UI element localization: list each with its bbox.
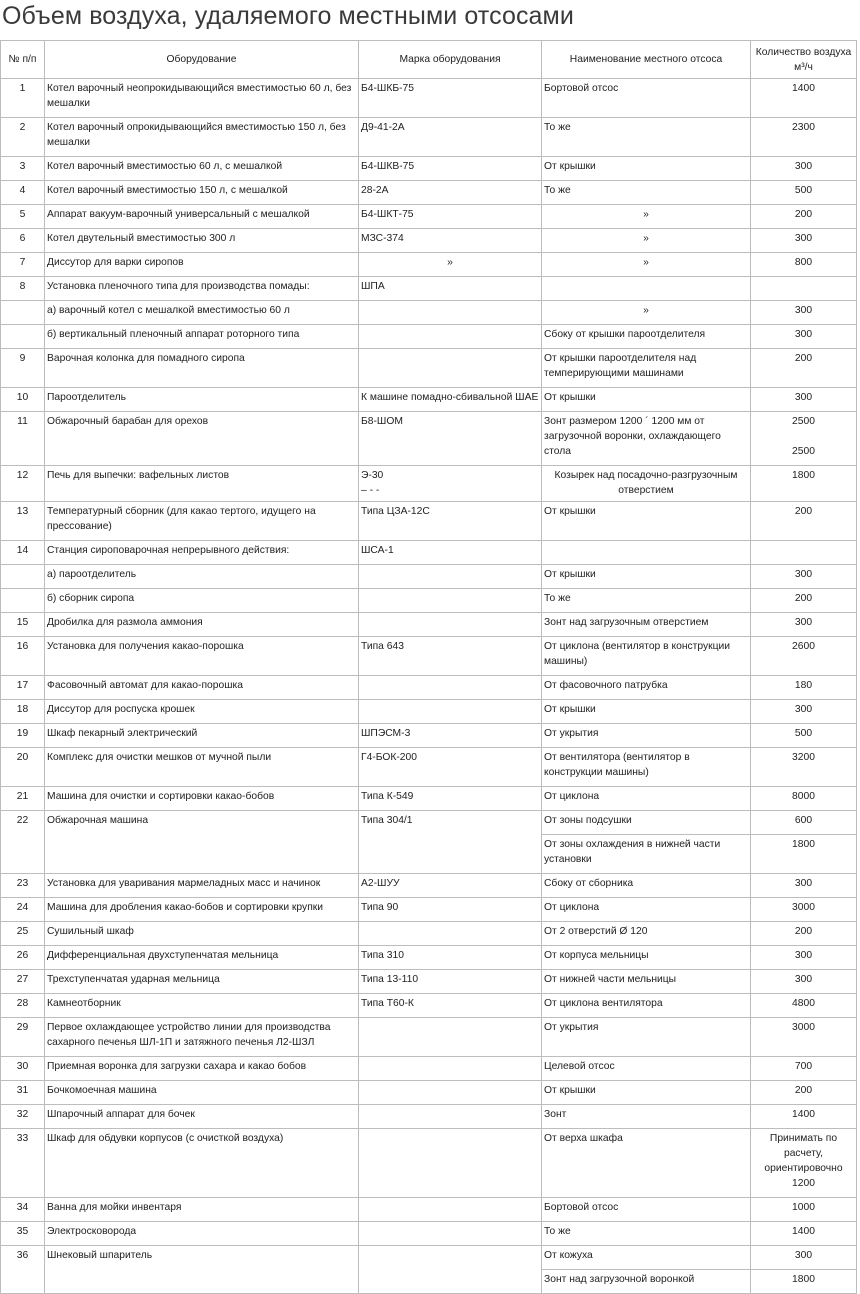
cell-exhaust: От корпуса мельницы — [542, 946, 751, 970]
cell-exhaust: Сбоку от крышки пароотделителя — [542, 325, 751, 349]
cell-exhaust — [542, 541, 751, 565]
cell-equipment: Установка пленочного типа для производства помады: — [45, 277, 359, 301]
cell-number: 1 — [1, 79, 45, 118]
cell-number: 14 — [1, 541, 45, 565]
header-equipment: Оборудование — [45, 41, 359, 79]
cell-mark — [359, 325, 542, 349]
table-row — [1, 277, 857, 301]
cell-number: 29 — [1, 1018, 45, 1057]
cell-air-quantity: 200 — [751, 589, 857, 613]
cell-number: 19 — [1, 724, 45, 748]
cell-equipment: Котел двутельный вместимостью 300 л — [45, 229, 359, 253]
table-row — [1, 970, 857, 994]
table-row — [1, 541, 857, 565]
cell-equipment: Шнековый шпаритель — [45, 1246, 359, 1294]
cell-air-quantity: 200 — [751, 502, 857, 541]
cell-air-quantity: 1400 — [751, 1105, 857, 1129]
cell-mark: 28-2А — [359, 181, 542, 205]
header-exhaust-name: Наименование местного отсоса — [542, 41, 751, 79]
cell-exhaust: От зоны подсушки — [542, 811, 751, 835]
table-row — [1, 1222, 857, 1246]
table-row — [1, 301, 857, 325]
cell-equipment: Диссутор для варки сиропов — [45, 253, 359, 277]
cell-equipment: Трехступенчатая ударная мельница — [45, 970, 359, 994]
cell-number: 17 — [1, 676, 45, 700]
cell-exhaust: От крышки пароотделителя над темперирующими машинами — [542, 349, 751, 388]
table-row — [1, 157, 857, 181]
cell-equipment: Установка для уваривания мармеладных масс и начинок — [45, 874, 359, 898]
cell-equipment: Электросковорода — [45, 1222, 359, 1246]
cell-air-quantity: 4800 — [751, 994, 857, 1018]
table-row — [1, 1129, 857, 1198]
cell-number: 25 — [1, 922, 45, 946]
table-row — [1, 205, 857, 229]
cell-number — [1, 565, 45, 589]
cell-equipment: Диссутор для роспуска крошек — [45, 700, 359, 724]
cell-air-quantity: 300 — [751, 970, 857, 994]
cell-number: 16 — [1, 637, 45, 676]
cell-mark: » — [359, 253, 542, 277]
cell-number: 22 — [1, 811, 45, 874]
cell-number: 26 — [1, 946, 45, 970]
cell-air-quantity: 2300 — [751, 118, 857, 157]
cell-number: 27 — [1, 970, 45, 994]
cell-equipment: Температурный сборник (для какао тертого, идущего на прессование) — [45, 502, 359, 541]
table-row — [1, 898, 857, 922]
table-row — [1, 502, 857, 541]
cell-number: 6 — [1, 229, 45, 253]
cell-exhaust: То же — [542, 1222, 751, 1246]
cell-number — [1, 325, 45, 349]
cell-air-quantity: 600 — [751, 811, 857, 835]
cell-equipment: а) пароотделитель — [45, 565, 359, 589]
cell-number: 35 — [1, 1222, 45, 1246]
cell-air-quantity: 2500 2500 — [751, 412, 857, 466]
table-row — [1, 874, 857, 898]
header-air-quantity: Количество воздуха м³/ч — [751, 41, 857, 79]
cell-mark — [359, 676, 542, 700]
cell-mark: ШПА — [359, 277, 542, 301]
cell-exhaust: От крышки — [542, 157, 751, 181]
cell-number: 33 — [1, 1129, 45, 1198]
cell-exhaust: От циклона — [542, 787, 751, 811]
cell-equipment: Дифференциальная двухступенчатая мельница — [45, 946, 359, 970]
cell-exhaust: » — [542, 253, 751, 277]
table-row — [1, 1018, 857, 1057]
table-row — [1, 811, 857, 835]
cell-number: 36 — [1, 1246, 45, 1294]
cell-mark: Б4-ШКВ-75 — [359, 157, 542, 181]
cell-exhaust: От укрытия — [542, 724, 751, 748]
cell-mark: ШСА-1 — [359, 541, 542, 565]
cell-exhaust: От циклона (вентилятор в конструкции машины) — [542, 637, 751, 676]
page-title: Объем воздуха, удаляемого местными отсосами — [2, 2, 574, 30]
cell-exhaust: От зоны охлаждения в нижней части установки — [542, 835, 751, 874]
cell-exhaust: Зонт над загрузочной воронкой — [542, 1270, 751, 1294]
cell-equipment: Шкаф для обдувки корпусов (с очисткой воздуха) — [45, 1129, 359, 1198]
cell-equipment: Станция сироповарочная непрерывного действия: — [45, 541, 359, 565]
cell-number: 15 — [1, 613, 45, 637]
cell-equipment: Камнеотборник — [45, 994, 359, 1018]
table-row — [1, 118, 857, 157]
cell-air-quantity: 1000 — [751, 1198, 857, 1222]
cell-air-quantity: 200 — [751, 205, 857, 229]
cell-equipment: Печь для выпечки: вафельных листов — [45, 466, 359, 502]
cell-air-quantity: 2600 — [751, 637, 857, 676]
cell-equipment: Котел варочный опрокидывающийся вместимостью 150 л, без мешалки — [45, 118, 359, 157]
table-row — [1, 787, 857, 811]
table-row — [1, 1198, 857, 1222]
table-row — [1, 994, 857, 1018]
table-row — [1, 565, 857, 589]
cell-air-quantity: 300 — [751, 874, 857, 898]
cell-number — [1, 301, 45, 325]
cell-exhaust: От 2 отверстий Ø 120 — [542, 922, 751, 946]
cell-exhaust: От укрытия — [542, 1018, 751, 1057]
cell-number: 20 — [1, 748, 45, 787]
cell-air-quantity: Принимать по расчету, ориентировочно 1200 — [751, 1129, 857, 1198]
cell-air-quantity: 3000 — [751, 898, 857, 922]
cell-exhaust: От кожуха — [542, 1246, 751, 1270]
cell-mark — [359, 1129, 542, 1198]
cell-mark — [359, 1222, 542, 1246]
cell-exhaust: » — [542, 229, 751, 253]
cell-number: 23 — [1, 874, 45, 898]
cell-number: 30 — [1, 1057, 45, 1081]
header-number: № п/п — [1, 41, 45, 79]
cell-mark — [359, 613, 542, 637]
cell-number: 21 — [1, 787, 45, 811]
cell-equipment: Обжарочная машина — [45, 811, 359, 874]
cell-equipment: Варочная колонка для помадного сиропа — [45, 349, 359, 388]
cell-number: 3 — [1, 157, 45, 181]
table-row — [1, 349, 857, 388]
cell-equipment: Дробилка для размола аммония — [45, 613, 359, 637]
cell-equipment: б) сборник сиропа — [45, 589, 359, 613]
cell-mark — [359, 700, 542, 724]
cell-air-quantity: 3200 — [751, 748, 857, 787]
table-row — [1, 946, 857, 970]
cell-equipment: Обжарочный барабан для орехов — [45, 412, 359, 466]
cell-air-quantity: 300 — [751, 157, 857, 181]
cell-air-quantity: 300 — [751, 946, 857, 970]
table-header-row — [1, 41, 857, 79]
cell-exhaust: От крышки — [542, 1081, 751, 1105]
cell-mark: А2-ШУУ — [359, 874, 542, 898]
cell-mark: Б4-ШКТ-75 — [359, 205, 542, 229]
table-row — [1, 79, 857, 118]
cell-equipment: Сушильный шкаф — [45, 922, 359, 946]
cell-number: 24 — [1, 898, 45, 922]
cell-exhaust: » — [542, 205, 751, 229]
table-row — [1, 1105, 857, 1129]
cell-equipment: Первое охлаждающее устройство линии для производства сахарного печенья ШЛ-1П и затяжного печенья Л2-ШЗЛ — [45, 1018, 359, 1057]
cell-air-quantity: 1800 — [751, 466, 857, 502]
table-row — [1, 748, 857, 787]
cell-exhaust: От верха шкафа — [542, 1129, 751, 1198]
cell-mark — [359, 301, 542, 325]
cell-number: 5 — [1, 205, 45, 229]
cell-air-quantity: 300 — [751, 325, 857, 349]
cell-mark — [359, 1018, 542, 1057]
cell-equipment: Шпарочный аппарат для бочек — [45, 1105, 359, 1129]
cell-number: 11 — [1, 412, 45, 466]
cell-mark: ШПЭСМ-3 — [359, 724, 542, 748]
table-row — [1, 922, 857, 946]
cell-equipment: Машина для очистки и сортировки какао-бобов — [45, 787, 359, 811]
cell-exhaust: Зонт размером 1200 ´ 1200 мм от загрузочной воронки, охлаждающего стола — [542, 412, 751, 466]
cell-number: 32 — [1, 1105, 45, 1129]
cell-mark: Г4-БОК-200 — [359, 748, 542, 787]
cell-air-quantity: 300 — [751, 301, 857, 325]
table-row — [1, 466, 857, 502]
cell-equipment: б) вертикальный пленочный аппарат роторного типа — [45, 325, 359, 349]
cell-mark — [359, 589, 542, 613]
cell-mark: Типа К-549 — [359, 787, 542, 811]
table-row — [1, 637, 857, 676]
cell-air-quantity: 1400 — [751, 1222, 857, 1246]
cell-equipment: Котел варочный вместимостью 60 л, с мешалкой — [45, 157, 359, 181]
cell-air-quantity: 300 — [751, 613, 857, 637]
cell-number: 31 — [1, 1081, 45, 1105]
cell-mark: Типа ЦЗА-12С — [359, 502, 542, 541]
cell-air-quantity: 300 — [751, 1246, 857, 1270]
cell-equipment: Шкаф пекарный электрический — [45, 724, 359, 748]
cell-mark: Типа 310 — [359, 946, 542, 970]
cell-exhaust: От нижней части мельницы — [542, 970, 751, 994]
cell-exhaust: Сбоку от сборника — [542, 874, 751, 898]
cell-exhaust: » — [542, 301, 751, 325]
cell-mark: Б8-ШОМ — [359, 412, 542, 466]
table-row — [1, 589, 857, 613]
table-row — [1, 700, 857, 724]
cell-mark: Э-30 – - - — [359, 466, 542, 502]
header-mark: Марка оборудования — [359, 41, 542, 79]
cell-number: 8 — [1, 277, 45, 301]
cell-air-quantity: 180 — [751, 676, 857, 700]
cell-equipment: Комплекс для очистки мешков от мучной пыли — [45, 748, 359, 787]
cell-number: 4 — [1, 181, 45, 205]
cell-exhaust: От циклона — [542, 898, 751, 922]
cell-air-quantity: 300 — [751, 229, 857, 253]
cell-air-quantity: 300 — [751, 700, 857, 724]
table-row — [1, 613, 857, 637]
cell-equipment: Котел варочный неопрокидывающийся вместимостью 60 л, без мешалки — [45, 79, 359, 118]
cell-number — [1, 589, 45, 613]
cell-mark: Типа 643 — [359, 637, 542, 676]
cell-air-quantity: 500 — [751, 724, 857, 748]
cell-air-quantity: 3000 — [751, 1018, 857, 1057]
cell-exhaust: От вентилятора (вентилятор в конструкции машины) — [542, 748, 751, 787]
air-volume-table — [0, 40, 857, 1294]
cell-equipment: Установка для получения какао-порошка — [45, 637, 359, 676]
cell-number: 28 — [1, 994, 45, 1018]
cell-air-quantity — [751, 277, 857, 301]
cell-mark — [359, 1081, 542, 1105]
cell-mark — [359, 1246, 542, 1294]
cell-exhaust: То же — [542, 118, 751, 157]
cell-exhaust: От фасовочного патрубка — [542, 676, 751, 700]
cell-air-quantity: 200 — [751, 1081, 857, 1105]
table-row — [1, 181, 857, 205]
cell-equipment: Котел варочный вместимостью 150 л, с мешалкой — [45, 181, 359, 205]
cell-mark: Типа Т60-К — [359, 994, 542, 1018]
cell-exhaust: Козырек над посадочно-разгрузочным отверстием — [542, 466, 751, 502]
cell-air-quantity: 700 — [751, 1057, 857, 1081]
cell-equipment: Приемная воронка для загрузки сахара и какао бобов — [45, 1057, 359, 1081]
table-row — [1, 229, 857, 253]
table-row — [1, 1057, 857, 1081]
cell-number: 34 — [1, 1198, 45, 1222]
cell-mark — [359, 1105, 542, 1129]
cell-mark: Типа 304/1 — [359, 811, 542, 874]
cell-number: 10 — [1, 388, 45, 412]
cell-equipment: Аппарат вакуум-варочный универсальный с мешалкой — [45, 205, 359, 229]
cell-number: 9 — [1, 349, 45, 388]
cell-air-quantity: 800 — [751, 253, 857, 277]
cell-mark — [359, 1057, 542, 1081]
cell-mark — [359, 922, 542, 946]
cell-number: 7 — [1, 253, 45, 277]
cell-exhaust: От крышки — [542, 700, 751, 724]
table-row — [1, 412, 857, 466]
cell-mark: Б4-ШКБ-75 — [359, 79, 542, 118]
cell-mark: Типа 13-110 — [359, 970, 542, 994]
cell-number: 2 — [1, 118, 45, 157]
table-row — [1, 724, 857, 748]
table-row — [1, 388, 857, 412]
cell-air-quantity: 300 — [751, 565, 857, 589]
table-row — [1, 325, 857, 349]
cell-equipment: Бочкомоечная машина — [45, 1081, 359, 1105]
cell-mark: К машине помадно-сбивальной ШАЕ — [359, 388, 542, 412]
cell-number: 13 — [1, 502, 45, 541]
cell-equipment: Пароотделитель — [45, 388, 359, 412]
cell-mark — [359, 349, 542, 388]
cell-mark: МЗС-374 — [359, 229, 542, 253]
cell-exhaust: Бортовой отсос — [542, 79, 751, 118]
cell-number: 12 — [1, 466, 45, 502]
cell-exhaust: Бортовой отсос — [542, 1198, 751, 1222]
cell-air-quantity: 500 — [751, 181, 857, 205]
table-row — [1, 676, 857, 700]
cell-air-quantity — [751, 541, 857, 565]
cell-exhaust — [542, 277, 751, 301]
cell-equipment: Фасовочный автомат для какао-порошка — [45, 676, 359, 700]
cell-exhaust: Зонт над загрузочным отверстием — [542, 613, 751, 637]
cell-air-quantity: 1400 — [751, 79, 857, 118]
cell-equipment: Машина для дробления какао-бобов и сортировки крупки — [45, 898, 359, 922]
cell-mark — [359, 1198, 542, 1222]
cell-mark: Типа 90 — [359, 898, 542, 922]
table-row — [1, 253, 857, 277]
cell-air-quantity: 200 — [751, 922, 857, 946]
cell-exhaust: От циклона вентилятора — [542, 994, 751, 1018]
cell-exhaust: От крышки — [542, 502, 751, 541]
cell-air-quantity: 300 — [751, 388, 857, 412]
cell-exhaust: От крышки — [542, 565, 751, 589]
cell-equipment: а) варочный котел с мешалкой вместимостью 60 л — [45, 301, 359, 325]
table-row — [1, 1246, 857, 1270]
cell-exhaust: То же — [542, 589, 751, 613]
cell-mark: Д9-41-2А — [359, 118, 542, 157]
cell-air-quantity: 1800 — [751, 1270, 857, 1294]
cell-air-quantity: 8000 — [751, 787, 857, 811]
cell-mark — [359, 565, 542, 589]
cell-air-quantity: 1800 — [751, 835, 857, 874]
cell-exhaust: Зонт — [542, 1105, 751, 1129]
cell-exhaust: От крышки — [542, 388, 751, 412]
cell-equipment: Ванна для мойки инвентаря — [45, 1198, 359, 1222]
cell-number: 18 — [1, 700, 45, 724]
cell-exhaust: Целевой отсос — [542, 1057, 751, 1081]
table-row — [1, 1081, 857, 1105]
cell-exhaust: То же — [542, 181, 751, 205]
cell-air-quantity: 200 — [751, 349, 857, 388]
